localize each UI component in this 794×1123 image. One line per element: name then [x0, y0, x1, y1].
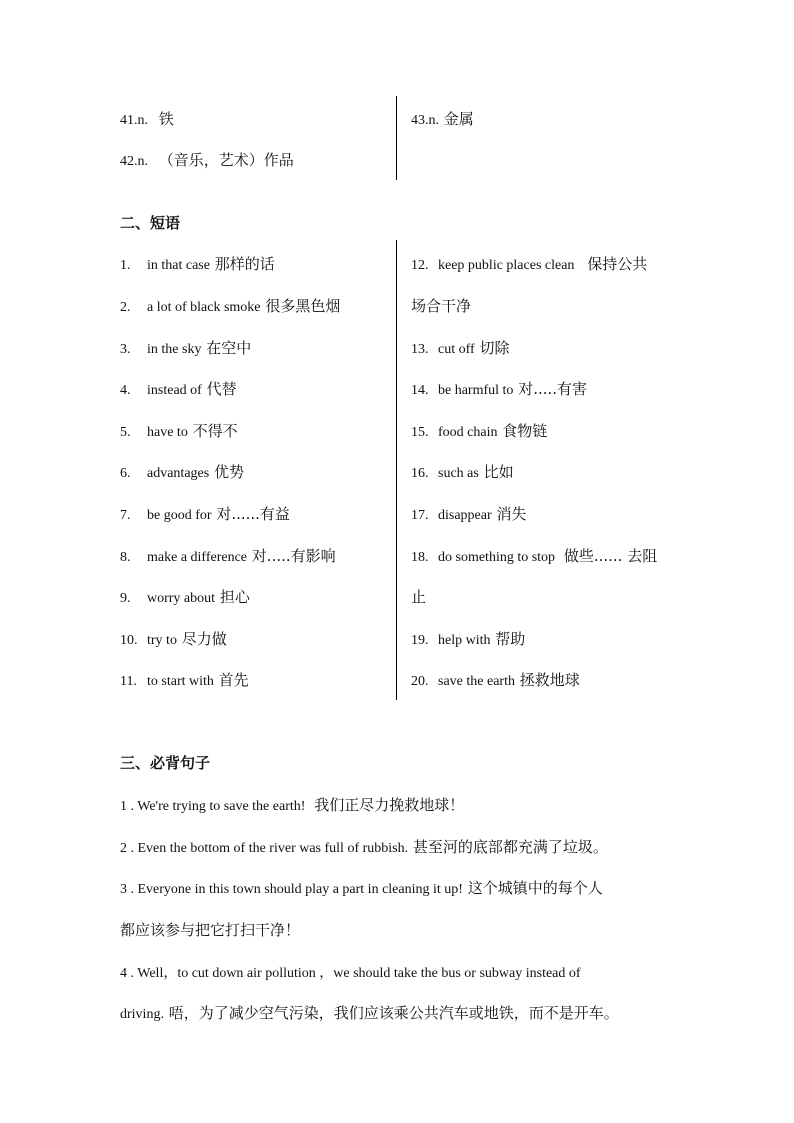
phrase-number: 14.: [411, 383, 429, 398]
sentence-line: [120, 962, 581, 984]
phrase-item: [120, 421, 238, 443]
phrase-english: in the sky: [147, 342, 202, 357]
phrase-chinese: 那样的话: [214, 255, 275, 273]
phrase-chinese: 场合干净: [411, 297, 472, 315]
phrase-english: be harmful to: [438, 383, 514, 398]
phrase-number: 11.: [120, 674, 137, 689]
phrase-item: [411, 338, 509, 360]
phrase-number: 16.: [411, 466, 429, 481]
sentence-english: 1 . We're trying to save the earth!: [120, 799, 306, 814]
phrase-chinese: 食物链: [502, 422, 548, 440]
sentence-line: [120, 1003, 619, 1025]
phrase-item: [120, 254, 275, 276]
phrase-chinese: 很多黑色烟: [265, 297, 341, 315]
phrase-item: [120, 296, 340, 318]
phrase-chinese: 优势: [213, 463, 244, 481]
phrase-item: [120, 629, 227, 651]
phrase-chinese: 首先: [218, 671, 249, 689]
phrase-number: 2.: [120, 300, 131, 315]
vocab-label: 42.n.: [120, 154, 148, 169]
phrase-number: 17.: [411, 508, 429, 523]
phrase-english: make a difference: [147, 550, 248, 565]
sentence-english: 3 . Everyone in this town should play a part in cleaning it up!: [120, 882, 463, 897]
phrase-english: cut off: [438, 342, 475, 357]
vocab-item: [120, 109, 174, 131]
sentence-chinese: 甚至河的底部都充满了垃圾。: [412, 838, 608, 856]
vocab-meaning: （音乐，艺术）作品: [158, 151, 294, 169]
sentence-english: 4 . Well，to cut down air pollution ，we should take the bus or subway instead of: [120, 966, 581, 981]
phrase-number: 6.: [120, 466, 131, 481]
phrase-item: [411, 254, 647, 276]
phrase-chinese: 消失: [496, 505, 527, 523]
vocab-meaning: 金属: [443, 110, 474, 128]
vocab-item: [411, 109, 474, 131]
phrase-number: 13.: [411, 342, 429, 357]
phrase-item: [120, 670, 249, 692]
column-divider: [396, 96, 397, 180]
phrase-number: 18.: [411, 550, 429, 565]
phrase-english: be good for: [147, 508, 212, 523]
sentence-chinese: 我们正尽力挽救地球！: [314, 796, 465, 814]
phrase-chinese: 对.....有害: [518, 380, 588, 398]
phrase-chinese: 拯救地球: [519, 671, 580, 689]
phrase-item: [120, 546, 336, 568]
sentence-chinese: 唔，为了减少空气污染，我们应该乘公共汽车或地铁，而不是开车。: [168, 1004, 619, 1022]
phrase-item-continued: [411, 587, 426, 607]
sentence-line: [120, 795, 464, 817]
sentence-english: driving.: [120, 1007, 164, 1022]
phrase-item: [120, 379, 237, 401]
phrase-english: have to: [147, 425, 188, 440]
phrase-item: [411, 670, 580, 692]
phrase-chinese: 比如: [483, 463, 514, 481]
phrase-number: 1.: [120, 258, 131, 273]
column-divider: [396, 240, 397, 700]
phrase-number: 5.: [120, 425, 131, 440]
vocab-meaning: 铁: [158, 110, 174, 128]
phrase-chinese: 保持公共: [587, 255, 648, 273]
phrase-number: 20.: [411, 674, 429, 689]
phrase-number: 8.: [120, 550, 131, 565]
phrase-english: save the earth: [438, 674, 515, 689]
phrase-chinese: 尽力做: [181, 630, 227, 648]
sentence-line: [120, 837, 608, 859]
phrase-chinese: 对.....有影响: [251, 547, 336, 565]
phrase-item: [411, 462, 514, 484]
phrase-english: food chain: [438, 425, 498, 440]
phrase-english: such as: [438, 466, 479, 481]
phrase-number: 4.: [120, 383, 131, 398]
phrase-number: 3.: [120, 342, 131, 357]
phrase-item: [120, 462, 244, 484]
sentence-english: 2 . Even the bottom of the river was full of rubbish.: [120, 841, 409, 856]
vocab-label: 41.n.: [120, 113, 148, 128]
phrase-english: keep public places clean: [438, 258, 575, 273]
phrase-chinese: 切除: [479, 339, 510, 357]
sentence-line: [120, 878, 603, 900]
phrase-chinese: 不得不: [192, 422, 238, 440]
phrase-item: [120, 338, 251, 360]
sentence-chinese: 都应该参与把它打扫干净！: [120, 921, 301, 939]
phrase-number: 7.: [120, 508, 131, 523]
phrase-chinese: 担心: [219, 588, 250, 606]
phrase-item: [120, 587, 250, 609]
phrase-chinese: 做些...... 去阻: [563, 547, 658, 565]
phrase-item: [120, 504, 290, 526]
phrase-chinese: 止: [411, 588, 427, 606]
vocab-label: 43.n.: [411, 113, 439, 128]
phrase-english: worry about: [147, 591, 216, 606]
phrase-item: [411, 379, 587, 401]
phrase-chinese: 代替: [206, 380, 237, 398]
phrase-item: [411, 421, 547, 443]
phrase-english: advantages: [147, 466, 210, 481]
phrase-number: 9.: [120, 591, 131, 606]
phrase-english: a lot of black smoke: [147, 300, 261, 315]
phrase-item-continued: [411, 296, 471, 316]
phrase-english: help with: [438, 633, 491, 648]
phrase-item: [411, 504, 526, 526]
section-heading-sentences: 三、必背句子: [120, 754, 211, 772]
phrase-number: 19.: [411, 633, 429, 648]
phrase-english: in that case: [147, 258, 210, 273]
phrase-english: disappear: [438, 508, 492, 523]
sentence-line: [120, 920, 300, 940]
section-heading-phrases: 二、短语: [120, 214, 181, 232]
phrase-number: 10.: [120, 633, 138, 648]
phrase-english: do something to stop: [438, 550, 556, 565]
phrase-chinese: 对......有益: [216, 505, 290, 523]
sentence-chinese: 这个城镇中的每个人: [467, 879, 603, 897]
phrase-number: 12.: [411, 258, 429, 273]
phrase-english: instead of: [147, 383, 202, 398]
phrase-chinese: 在空中: [206, 339, 252, 357]
phrase-number: 15.: [411, 425, 429, 440]
phrase-english: to start with: [147, 674, 214, 689]
phrase-chinese: 帮助: [495, 630, 526, 648]
vocab-item: [120, 150, 294, 172]
phrase-item: [411, 629, 525, 651]
phrase-english: try to: [147, 633, 177, 648]
phrase-item: [411, 546, 657, 568]
